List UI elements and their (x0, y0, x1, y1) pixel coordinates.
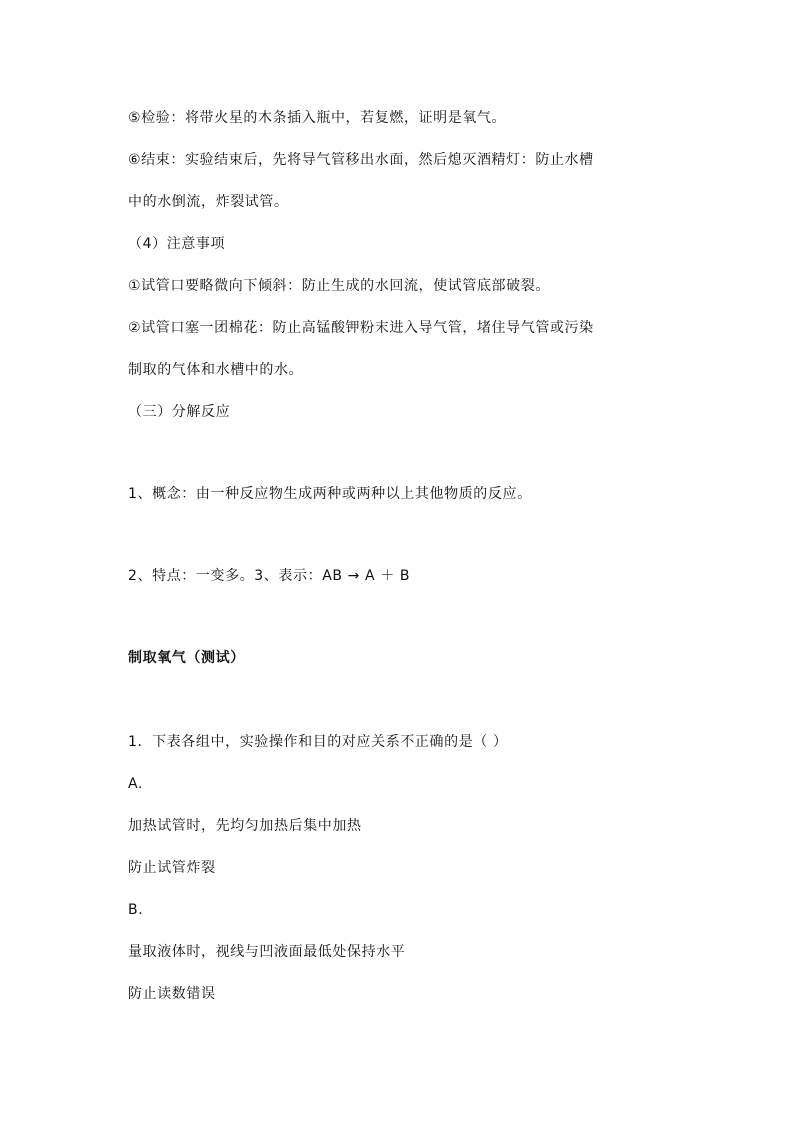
section-heading-precautions: （4）注意事项 (128, 236, 226, 252)
question-1: 1．下表各组中，实验操作和目的对应关系不正确的是（ ） (128, 734, 508, 750)
text-line-features-expression: 2、特点：一变多。3、表示：AB → A ＋ B (128, 568, 411, 584)
section-heading-decomposition: （三）分解反应 (128, 404, 231, 420)
text-line-precaution-2: ②试管口塞一团棉花：防止高锰酸钾粉末进入导气管，堵住导气管或污染 (128, 320, 594, 336)
option-a-label: A. (128, 776, 143, 792)
section-title-test: 制取氧气（测试） (128, 650, 245, 666)
option-b-label: B. (128, 902, 144, 918)
option-a-purpose: 防止试管炸裂 (128, 860, 216, 876)
text-line-precaution-1: ①试管口要略微向下倾斜：防止生成的水回流，使试管底部破裂。 (128, 278, 550, 294)
option-a-operation: 加热试管时，先均匀加热后集中加热 (128, 818, 362, 834)
option-b-purpose: 防止读数错误 (128, 986, 216, 1002)
text-line-finish-step-continued: 中的水倒流，炸裂试管。 (128, 194, 289, 210)
text-line-inspection-step: ⑤检验：将带火星的木条插入瓶中，若复燃，证明是氧气。 (128, 110, 507, 126)
text-line-finish-step: ⑥结束：实验结束后，先将导气管移出水面，然后熄灭酒精灯：防止水槽 (128, 152, 594, 168)
text-line-concept: 1、概念：由一种反应物生成两种或两种以上其他物质的反应。 (128, 486, 532, 502)
text-line-precaution-2-continued: 制取的气体和水槽中的水。 (128, 362, 304, 378)
option-b-operation: 量取液体时，视线与凹液面最低处保持水平 (128, 944, 406, 960)
